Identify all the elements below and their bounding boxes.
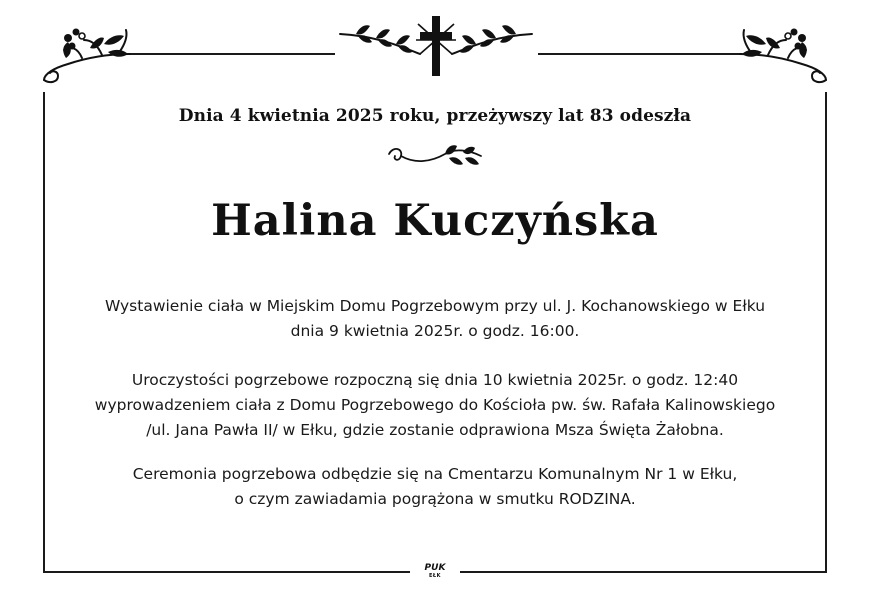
burial-line: o czym zawiadamia pogrążona w smutku RODZINA. [234, 490, 636, 508]
viewing-line: dnia 9 kwietnia 2025r. o godz. 16:00. [290, 322, 580, 340]
logo-text: PUK [424, 563, 446, 573]
ceremony-line: Uroczystości pogrzebowe rozpoczną się dnia 10 kwietnia 2025r. o godz. 12:40 [131, 371, 739, 389]
burial-paragraph [45, 462, 825, 512]
burial-line: Ceremonia pogrzebowa odbędzie się na Cmentarzu Komunalnym Nr 1 w Ełku, [132, 465, 738, 483]
frame-top-line-right [538, 53, 742, 55]
frame-top-line-left [130, 53, 335, 55]
logo-subtext: EŁK [428, 573, 441, 579]
announcement-headline: Dnia 4 kwietnia 2025 roku, przeżywszy lat 83 odeszła [178, 106, 692, 126]
puk-logo [416, 564, 454, 579]
frame-bottom-border-right [460, 571, 827, 573]
vine-ornament-icon [385, 142, 485, 174]
viewing-line: Wystawienie ciała w Miejskim Domu Pogrzebowym przy ul. J. Kochanowskiego w Ełku [104, 297, 766, 315]
ceremony-line: wyprowadzeniem ciała z Domu Pogrzebowego do Kościoła pw. św. Rafała Kalinowskiego [94, 396, 776, 414]
floral-scroll-right-icon [732, 18, 832, 84]
frame-bottom-border-left [43, 571, 410, 573]
deceased-name: Halina Kuczyńska [211, 196, 659, 246]
ceremony-line: /ul. Jana Pawła II/ w Ełku, gdzie zostanie odprawiona Msza Święta Żałobna. [146, 421, 724, 439]
cross-with-laurel-icon [336, 14, 536, 80]
frame-right-border [825, 92, 827, 572]
floral-scroll-left-icon [38, 18, 138, 84]
ceremony-paragraph [45, 368, 825, 443]
viewing-paragraph [45, 294, 825, 344]
